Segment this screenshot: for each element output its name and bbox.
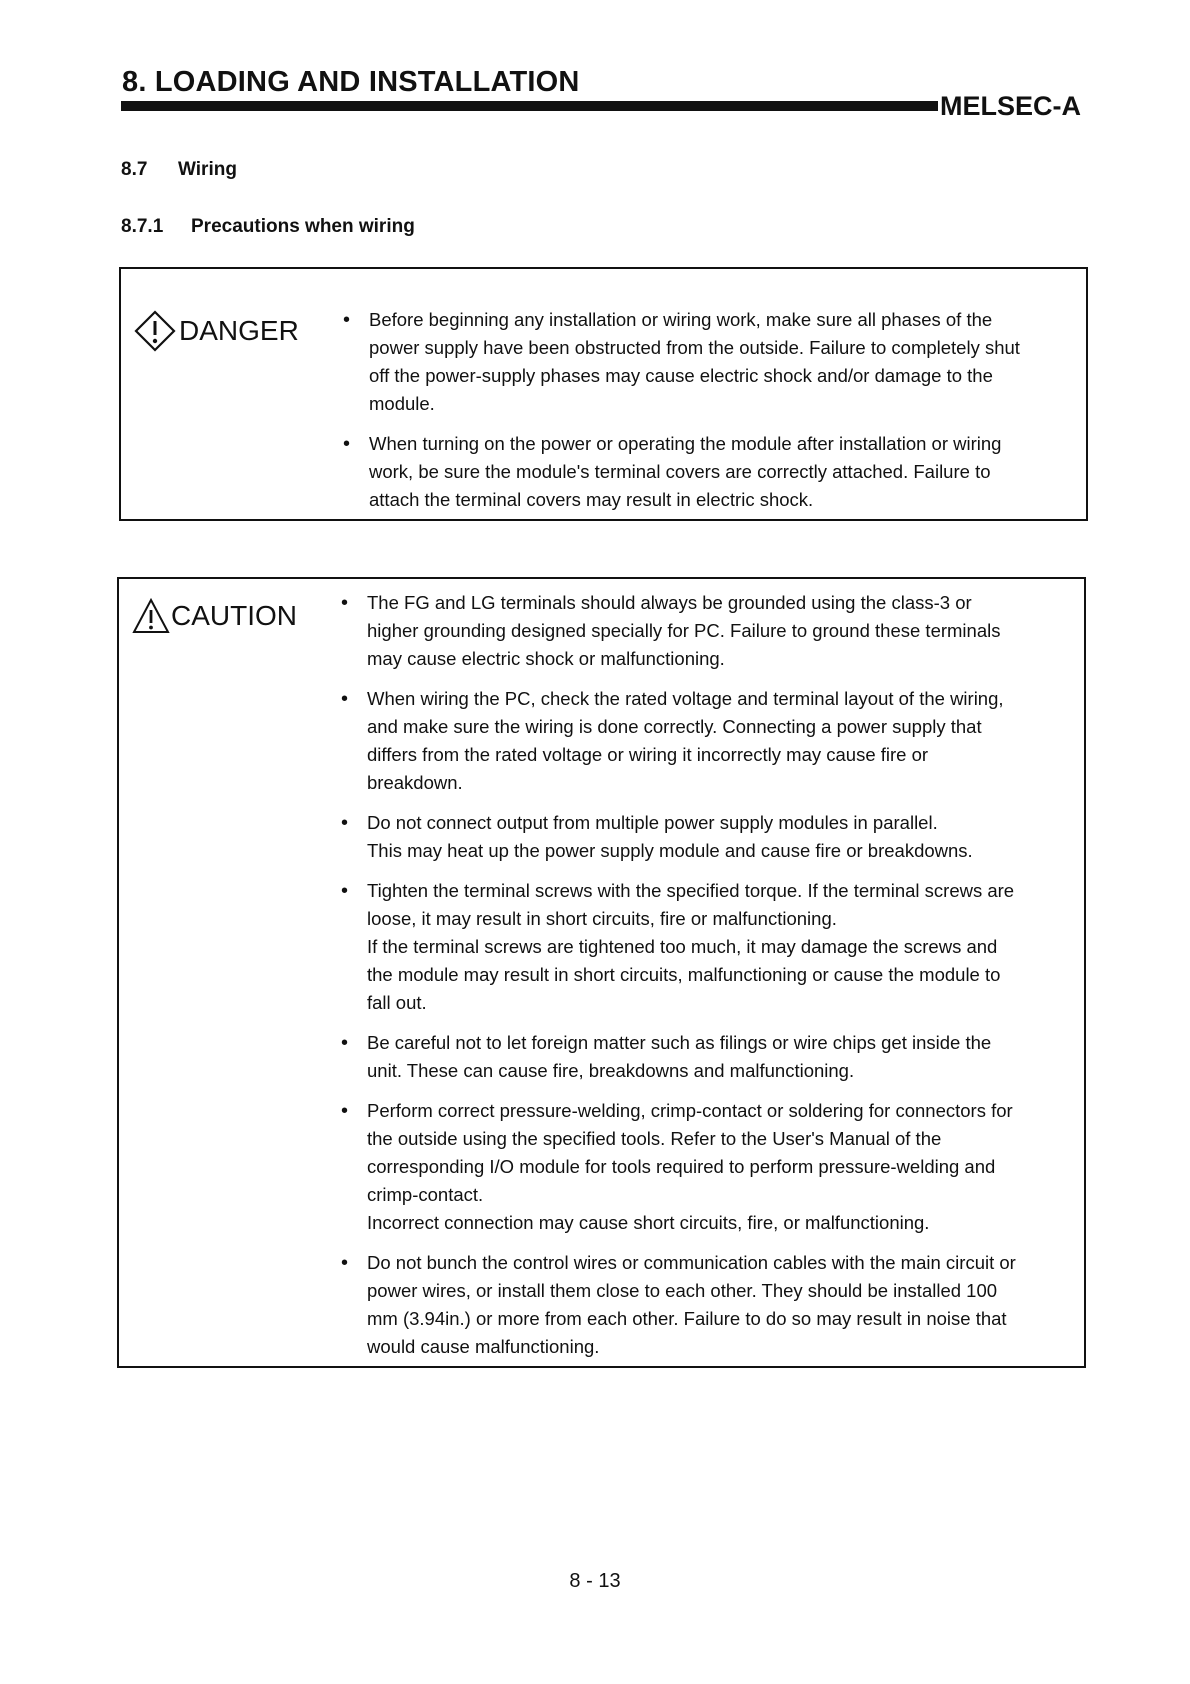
section-number: 8.7.1 — [121, 216, 164, 237]
section-title: Wiring — [178, 159, 237, 180]
chapter-title: 8. LOADING AND INSTALLATION — [122, 66, 580, 98]
danger-label-text: DANGER — [179, 315, 299, 346]
caution-label — [131, 597, 297, 635]
header-rule — [121, 101, 938, 111]
caution-list — [341, 589, 1070, 1373]
danger-icon — [133, 309, 177, 353]
list-item: • Tighten the terminal screws with the specified torque. If the terminal screws are loose, it may result in short circuits, fire or malfunctioning. If the terminal screws are tightened too much, it may damage the screws and the module may result in short circuits, malfunctioning or cause the module to fall out. — [341, 877, 1070, 1017]
section-title: Precautions when wiring — [191, 216, 415, 237]
section-number: 8.7 — [121, 159, 148, 180]
list-item: • Do not bunch the control wires or communication cables with the main circuit or power wires, or install them close to each other. They should be installed 100 mm (3.94in.) or more from each other. Failure to do so may result in noise that would cause malfunctioning. — [341, 1249, 1070, 1361]
danger-box — [119, 267, 1088, 521]
danger-list — [343, 306, 1072, 526]
page-number: 8 - 13 — [569, 1570, 621, 1592]
danger-label — [133, 309, 299, 353]
caution-box — [117, 577, 1086, 1368]
list-item: • The FG and LG terminals should always be grounded using the class-3 or higher grounding designed specially for PC. Failure to ground these terminals may cause electric shock or malfunctioning. — [341, 589, 1070, 673]
list-item: • When wiring the PC, check the rated voltage and terminal layout of the wiring, and make sure the wiring is done correctly. Connecting a power supply that differs from the rated voltage or wiring it incorrectly may cause fire or breakdown. — [341, 685, 1070, 797]
section-heading-wiring — [121, 159, 237, 181]
list-item: • Do not connect output from multiple power supply modules in parallel. This may heat up the power supply module and cause fire or breakdowns. — [341, 809, 1070, 865]
list-item: • When turning on the power or operating the module after installation or wiring work, be sure the module's terminal covers are correctly attached. Failure to attach the terminal covers may result in electric shock. — [343, 430, 1072, 514]
list-item: • Perform correct pressure-welding, crimp-contact or soldering for connectors for the outside using the specified tools. Refer to the User's Manual of the corresponding I/O module for tools required to perform pressure-welding and crimp-contact. Incorrect connection may cause short circuits, fire, or malfunctioning. — [341, 1097, 1070, 1237]
brand-label: MELSEC-A — [940, 91, 1081, 121]
section-heading-precautions — [121, 216, 415, 238]
list-item: • Be careful not to let foreign matter such as filings or wire chips get inside the unit. These can cause fire, breakdowns and malfunctioning. — [341, 1029, 1070, 1085]
caution-icon — [131, 597, 171, 635]
caution-label-text: CAUTION — [171, 600, 297, 631]
list-item: • Before beginning any installation or wiring work, make sure all phases of the power supply have been obstructed from the outside. Failure to completely shut off the power-supply phases may cause electric shock and/or damage to the module. — [343, 306, 1072, 418]
